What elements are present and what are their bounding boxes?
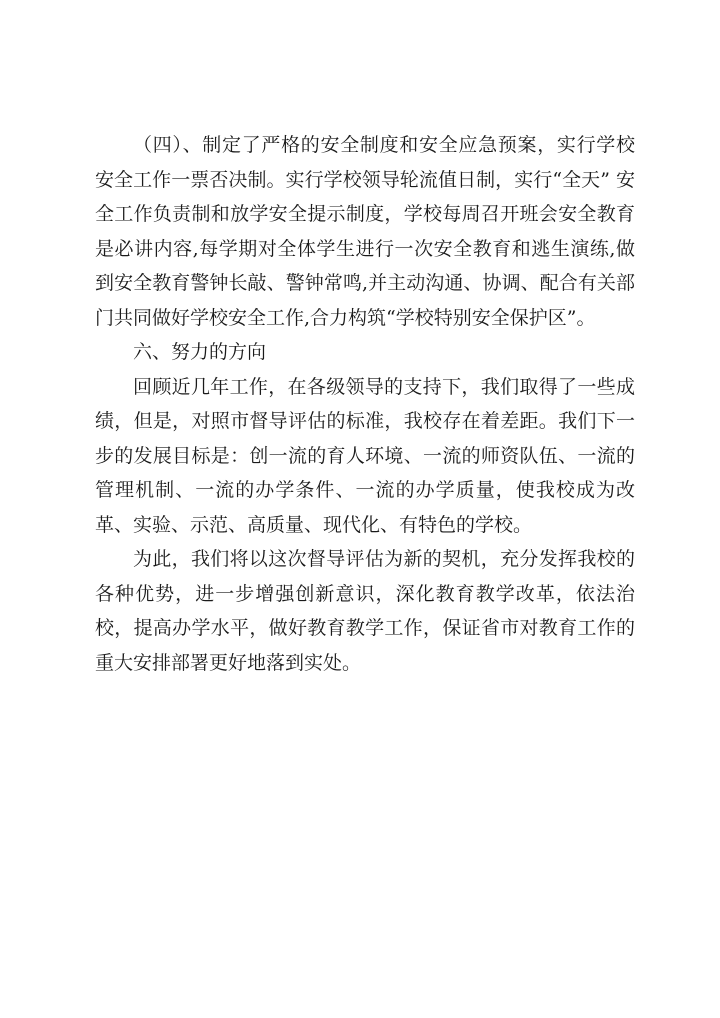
paragraph-conclusion: 为此，我们将以这次督导评估为新的契机，充分发挥我校的各种优势，进一步增强创新意识，深化教育教学改革，依法治校，提高办学水平，做好教育教学工作，保证省市对教育工作的重大安排部署更好地落到实处。 [95,548,635,674]
paragraph-review-goals: 回顾近几年工作，在各级领导的支持下，我们取得了一些成绩，但是，对照市督导评估的标准，我校存在着差距。我们下一步的发展目标是：创一流的育人环境、一流的师资队伍、一流的管理机制、一流的办学条件、一流的办学质量，使我校成为改革、实验、示范、高质量、现代化、有特色的学校。 [95,375,635,536]
document-body [95,128,635,680]
section-heading-direction: 六、努力的方向 [133,341,267,363]
paragraph-safety-system: （四）、制定了严格的安全制度和安全应急预案，实行学校安全工作一票否决制。实行学校领导轮流值日制，实行“全天” 安全工作负责制和放学安全提示制度，学校每周召开班会安全教育是必讲内容,每学期对全体学生进行一次安全教育和逃生演练,做到安全教育警钟长敲、警钟常鸣,并主动沟通、协调、配合有关部门共同做好学校安全工作,合力构筑“学校特别安全保护区”。 [95,134,635,329]
